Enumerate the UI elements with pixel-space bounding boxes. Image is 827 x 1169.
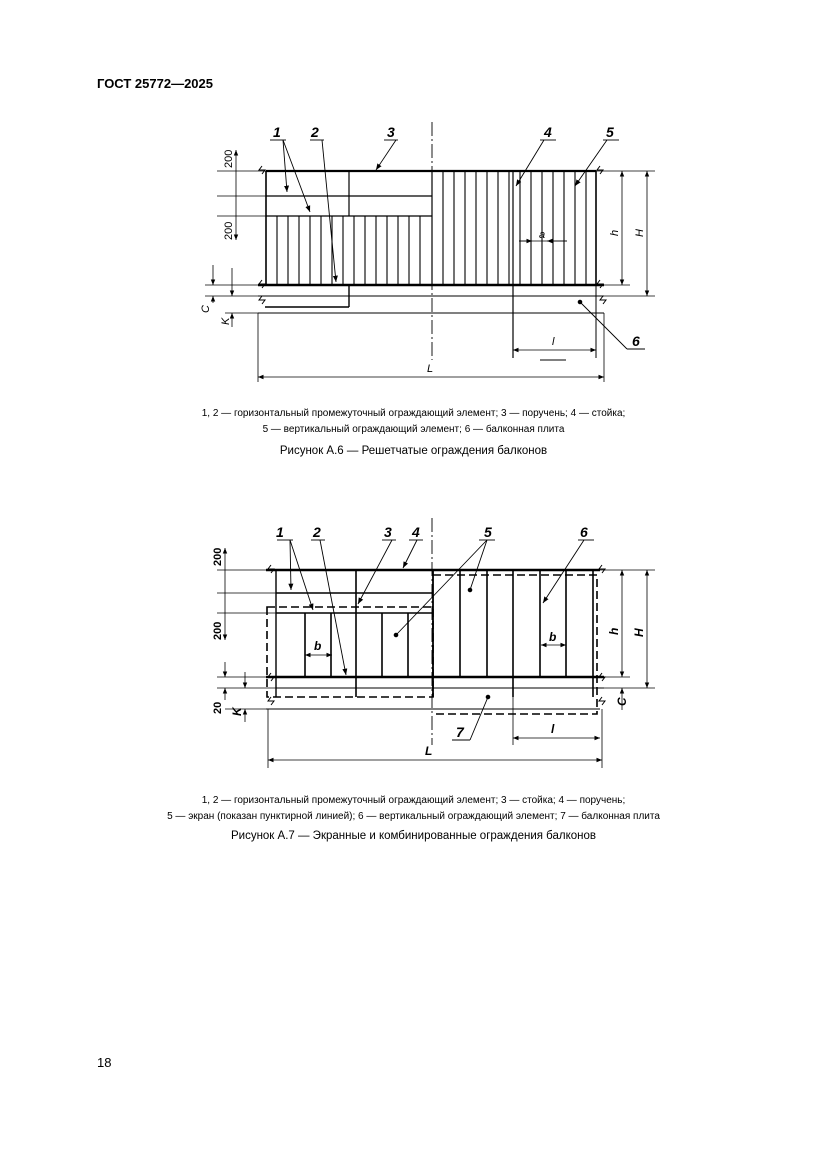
a7-label-3: 3: [384, 524, 392, 540]
a7-dim-200-mid: 200: [212, 621, 224, 640]
a6-dim-200-top: 200: [223, 149, 235, 168]
a6-dim-c: C: [200, 305, 212, 313]
a7-dim-H: H: [632, 628, 646, 637]
a6-dim-200-mid: 200: [223, 221, 235, 240]
document-code-header: ГОСТ 25772—2025: [97, 76, 213, 91]
a6-legend-line-2: 5 — вертикальный ограждающий элемент; 6 — балконная плита: [262, 424, 565, 435]
a7-label-2: 2: [313, 524, 321, 540]
a7-label-1: 1: [276, 524, 284, 540]
a7-dim-k: K: [230, 707, 244, 716]
a7-legend-line-2: 5 — экран (показан пунктирной линией); 6 — вертикальный ограждающий элемент; 7 — балконная плита: [167, 811, 660, 822]
a7-dim-b-right: b: [549, 630, 557, 644]
a6-label-4: 4: [544, 124, 552, 140]
a6-dim-a: a: [539, 229, 546, 241]
a6-dim-H: H: [634, 229, 646, 237]
a7-legend: [0, 793, 827, 825]
a6-dim-L: L: [427, 363, 434, 375]
a7-label-5: 5: [484, 524, 492, 540]
a7-dim-200-top: 200: [212, 547, 224, 566]
a7-label-7: 7: [456, 724, 464, 740]
page-number: 18: [97, 1055, 112, 1070]
a7-label-4: 4: [412, 524, 420, 540]
a6-dim-h: h: [609, 229, 621, 236]
a7-legend-line-1: 1, 2 — горизонтальный промежуточный ограждающий элемент; 3 — стойка; 4 — поручень;: [201, 795, 626, 806]
a6-label-3: 3: [387, 124, 395, 140]
a7-dimension-lines: [217, 548, 655, 768]
a6-caption: Рисунок А.6 — Решетчатые ограждения балконов: [279, 445, 548, 457]
a7-dim-20: 20: [212, 701, 224, 714]
a6-dim-k: K: [220, 317, 232, 325]
a7-dim-l: l: [551, 722, 555, 736]
a7-dim-h: h: [607, 627, 621, 635]
a6-label-1: 1: [273, 124, 281, 140]
a6-label-5: 5: [606, 124, 614, 140]
a7-label-6: 6: [580, 524, 588, 540]
a6-dim-l: l: [552, 336, 555, 348]
a7-dim-c: C: [615, 697, 629, 706]
a7-dim-L: L: [425, 744, 433, 758]
a7-dim-b-left: b: [314, 639, 322, 653]
a6-label-2: 2: [311, 124, 319, 140]
a7-caption: Рисунок А.7 — Экранные и комбинированные ограждения балконов: [230, 830, 597, 842]
a6-legend-line-1: 1, 2 — горизонтальный промежуточный ограждающий элемент; 3 — поручень; 4 — стойка;: [201, 408, 626, 419]
a6-label-6: 6: [632, 333, 640, 349]
